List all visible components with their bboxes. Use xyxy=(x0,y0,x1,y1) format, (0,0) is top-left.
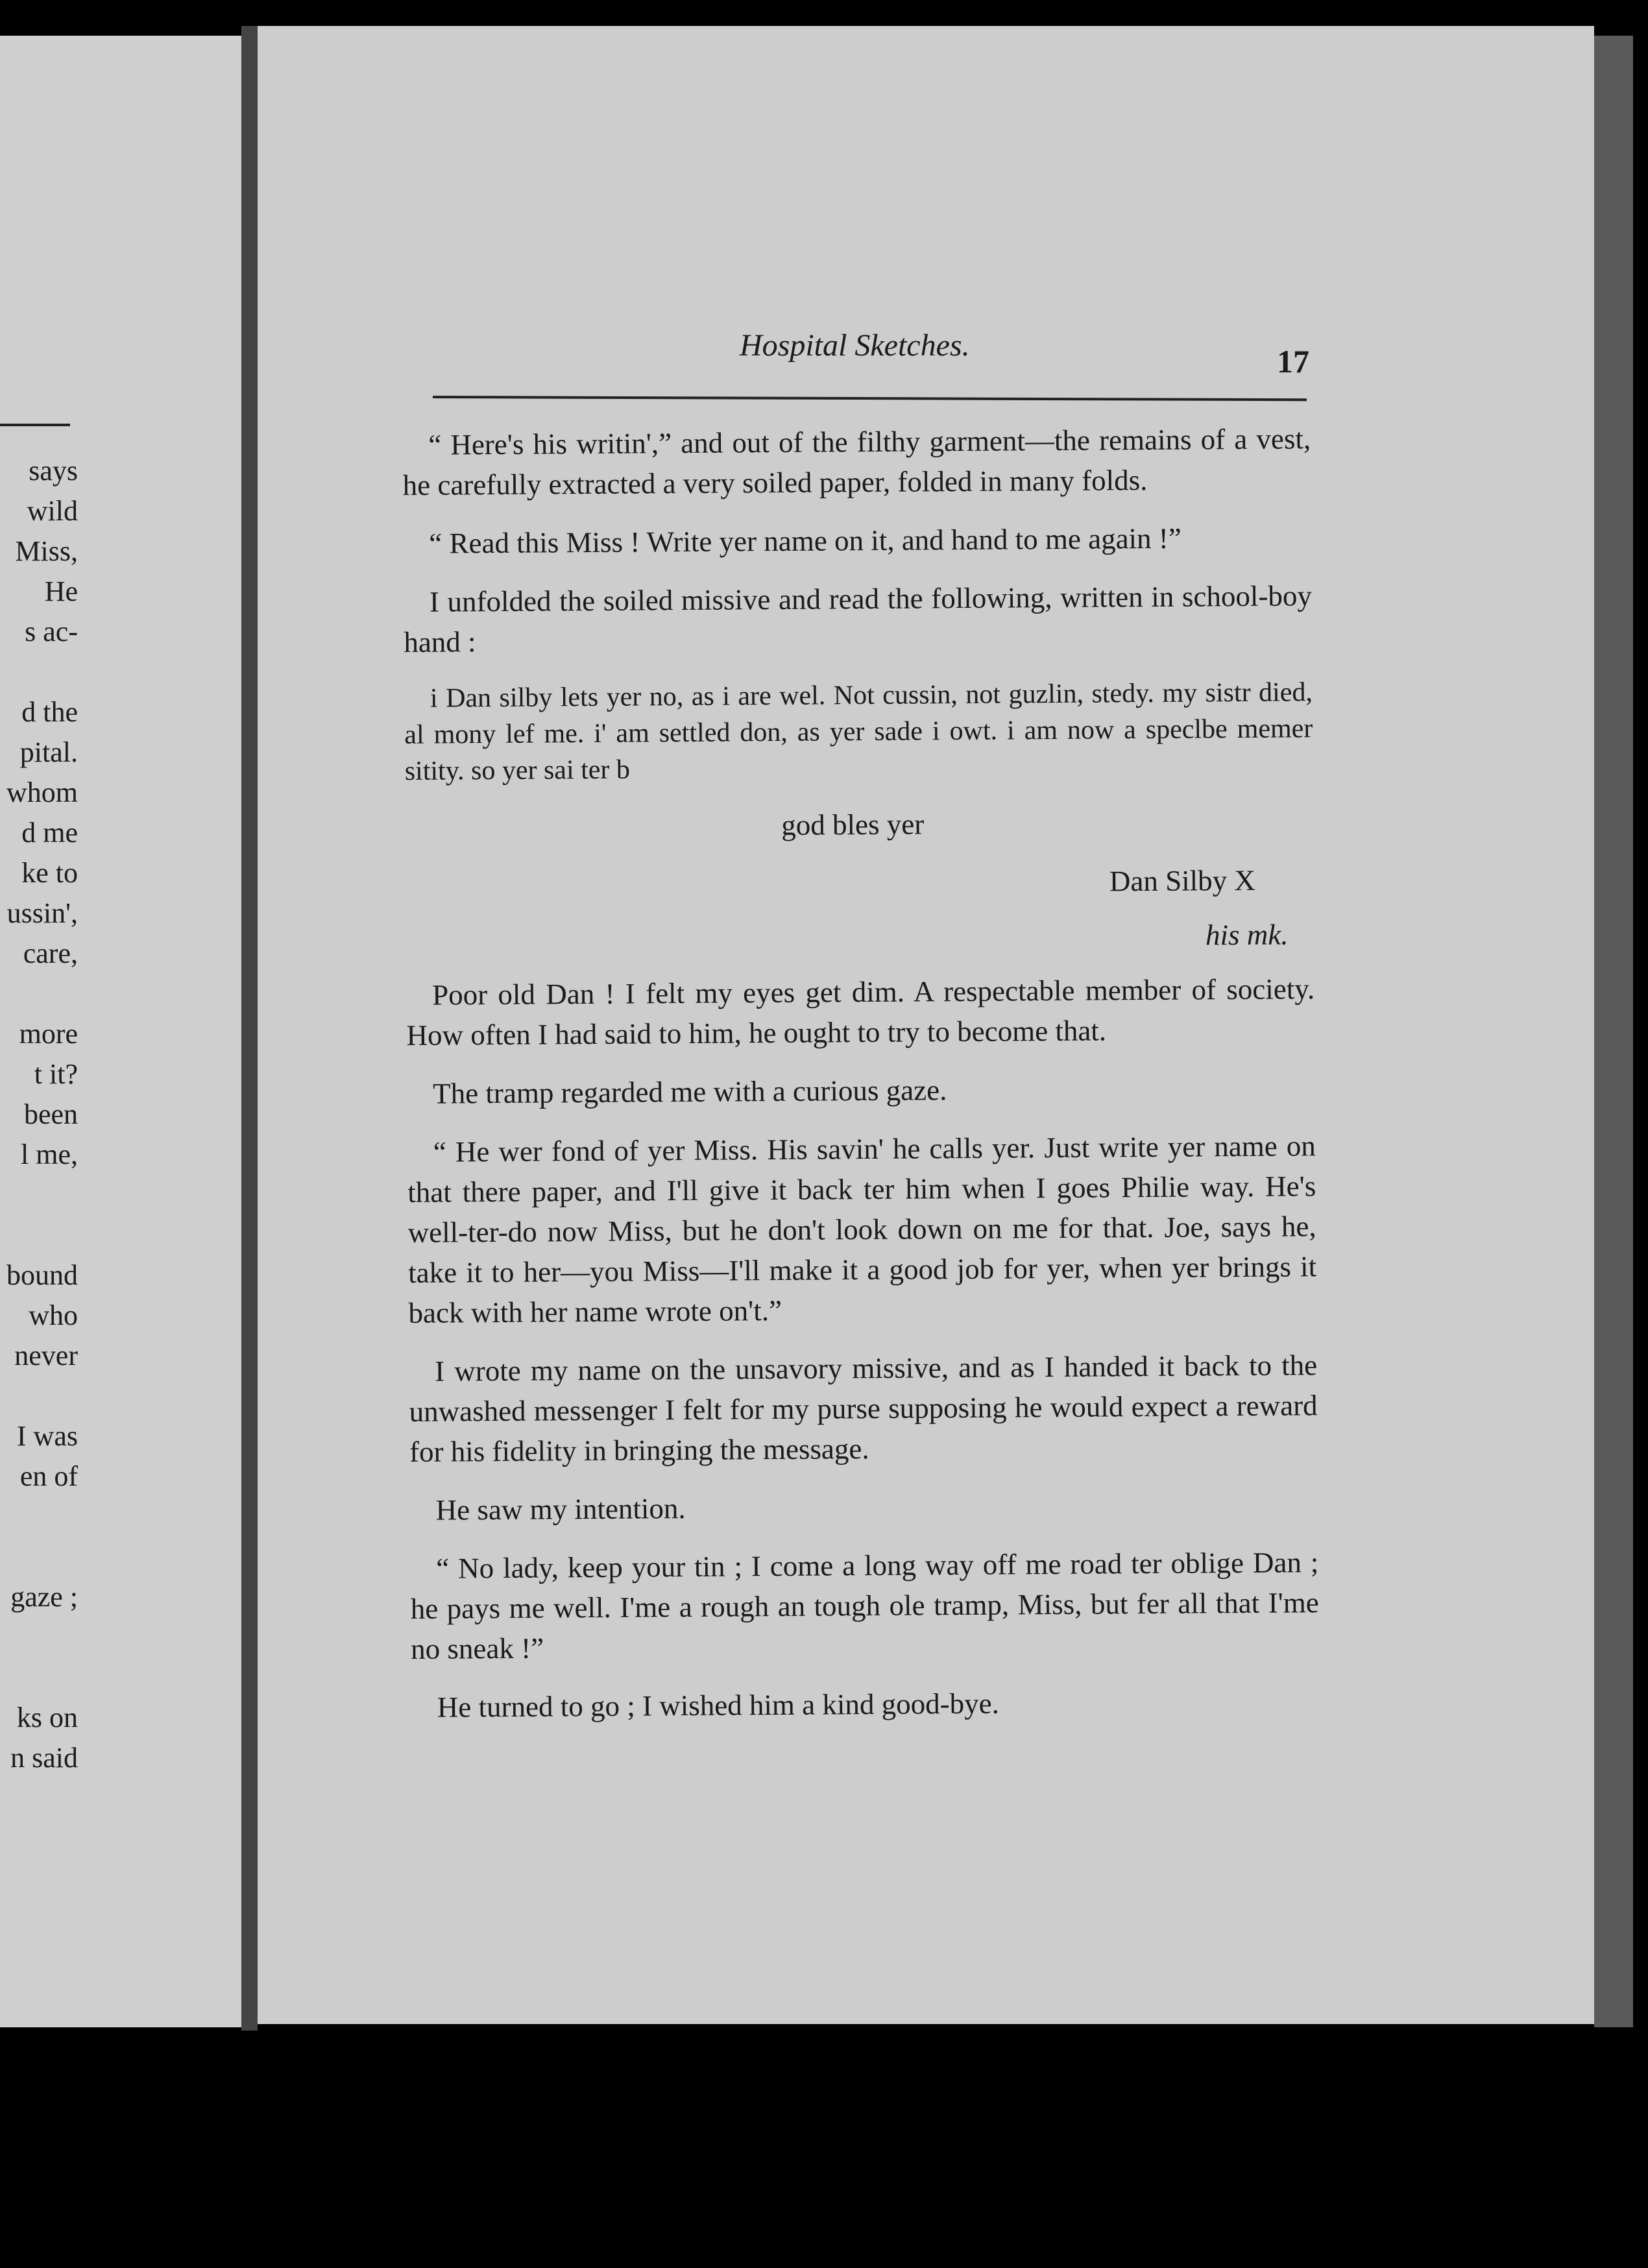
facing-page-line: ks on xyxy=(16,1702,78,1733)
facing-page xyxy=(0,36,241,2027)
facing-page-line: Miss, xyxy=(15,535,78,567)
letter-mark: his mk. xyxy=(1205,918,1289,952)
paragraph: He turned to go ; I wished him a kind good-bye. xyxy=(437,1687,1000,1724)
facing-page-line xyxy=(0,1617,78,1658)
book-gutter xyxy=(241,26,258,2031)
letter-signature: Dan Silby X xyxy=(1109,863,1256,898)
facing-page-line: d the xyxy=(21,696,78,728)
facing-page-line: s ac- xyxy=(25,616,78,647)
paragraph: I wrote my name on the unsavory missive, and as I handed it back to the unwashed messenger I felt for my purse supposing he would expect a reward for his fidelity in bringing the message. xyxy=(409,1349,1318,1468)
facing-page-line: who xyxy=(29,1299,78,1331)
paragraph: The tramp regarded me with a curious gaze. xyxy=(433,1074,947,1110)
facing-page-line: ke to xyxy=(21,857,78,889)
facing-page-line: He xyxy=(44,575,78,607)
facing-page-line: more xyxy=(19,1018,78,1050)
facing-page-line: pital. xyxy=(19,736,78,768)
paragraph: He saw my intention. xyxy=(435,1491,686,1526)
facing-page-line xyxy=(0,1175,78,1215)
facing-page-line xyxy=(0,1215,78,1255)
paragraph: “ He wer fond of yer Miss. His savin' he calls yer. Just write yer name on that there paper, and I'll give it back ter him when I goes Philie way. He's well-ter-do now Miss, but he don't look down on me for that. Joe, says he, take it to her—you Miss—I'll make it a good job for yer, when yer brings it back with her name wrote on't.” xyxy=(407,1129,1317,1329)
facing-page-line: d me xyxy=(21,817,78,849)
facing-page-line: been xyxy=(23,1098,78,1130)
facing-page-line: ussin', xyxy=(6,897,78,929)
facing-page-line: I was xyxy=(16,1420,78,1452)
facing-page-line: l me, xyxy=(21,1139,78,1170)
paragraph: Poor old Dan ! I felt my eyes get dim. A respectable member of society. How often I had said to him, he ought to try to become that. xyxy=(406,972,1315,1052)
page-edge xyxy=(1594,36,1633,2027)
facing-page-line: care, xyxy=(23,937,78,969)
facing-page-line: says xyxy=(29,455,78,487)
facing-page-line: never xyxy=(14,1340,78,1371)
facing-page-line xyxy=(0,1658,78,1698)
running-title: Hospital Sketches. xyxy=(740,328,970,363)
facing-page-line: wild xyxy=(27,495,78,527)
paragraph: I unfolded the soiled missive and read the following, written in school-boy hand : xyxy=(404,579,1313,658)
facing-page-line xyxy=(0,652,78,692)
paragraph: “ Here's his writin',” and out of the filthy garment—the remains of a vest, he carefully extracted a very soiled paper, folded in many folds. xyxy=(402,422,1311,501)
facing-page-line: gaze ; xyxy=(10,1581,78,1613)
paragraph: “ No lady, keep your tin ; I come a long way off me road ter oblige Dan ; he pays me well. I'me a rough an tough ole tramp, Miss, but fer all that I'me no sneak !” xyxy=(410,1546,1319,1665)
page-number: 17 xyxy=(1277,343,1309,380)
facing-page-line xyxy=(0,1537,78,1577)
facing-page-line: n said xyxy=(10,1742,78,1774)
facing-page-line xyxy=(0,1497,78,1537)
facing-page-line: whom xyxy=(6,777,78,808)
facing-page-line xyxy=(0,974,78,1014)
letter-text: i Dan silby lets yer no, as i are wel. Not cussin, not guzlin, stedy. my sistr died, al mony lef me. i' am settled don, as yer sade i owt. i am now a speclbe memer sitity. so yer sai ter b xyxy=(404,677,1313,786)
paragraph: “ Read this Miss ! Write yer name on it, and hand to me again !” xyxy=(429,522,1181,560)
facing-page-line xyxy=(0,1376,78,1416)
facing-page-rule xyxy=(0,424,70,426)
facing-page-text xyxy=(0,451,78,1778)
facing-page-line: t it? xyxy=(34,1058,78,1090)
facing-page-line: bound xyxy=(6,1259,78,1291)
facing-page-line: en of xyxy=(19,1460,78,1492)
page-body xyxy=(402,418,1320,1746)
letter-close: god bles yer xyxy=(781,808,925,841)
